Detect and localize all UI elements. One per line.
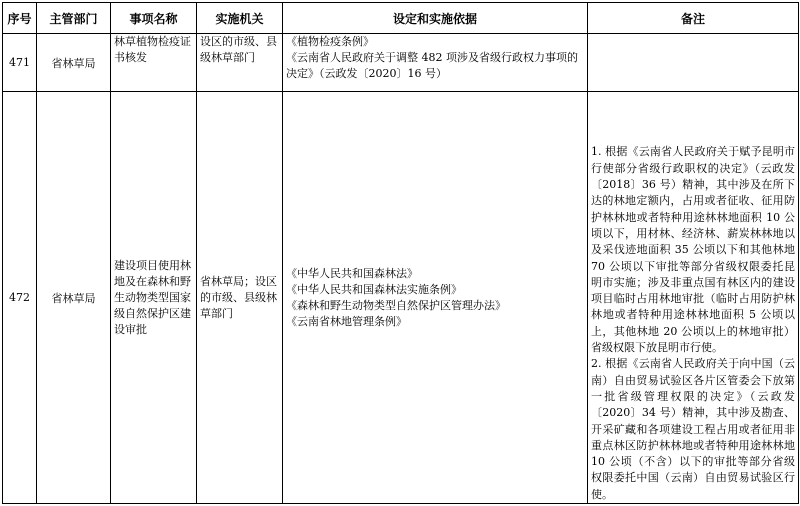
- header-remark: 备注: [588, 3, 799, 34]
- header-agency: 实施机关: [197, 3, 283, 34]
- item-cell: 林草植物检疫证书核发: [111, 34, 197, 92]
- item-cell: 建设项目使用林地及在森林和野生动物类型国家级自然保护区建设审批: [111, 92, 197, 504]
- header-item: 事项名称: [111, 3, 197, 34]
- agency-cell: 设区的市级、县级林草部门: [197, 34, 283, 92]
- dept-cell: 省林草局: [37, 92, 111, 504]
- dept-cell: 省林草局: [37, 34, 111, 92]
- seq-cell: 471: [3, 34, 37, 92]
- items-table: [2, 2, 799, 504]
- remark-cell: [588, 34, 799, 92]
- header-basis: 设定和实施依据: [283, 3, 588, 34]
- table-row: [3, 34, 799, 92]
- header-row: [3, 3, 799, 34]
- seq-cell: 472: [3, 92, 37, 504]
- basis-cell: 《中华人民共和国森林法》 《中华人民共和国森林法实施条例》 《森林和野生动物类型自然保护区管理办法》 《云南省林地管理条例》: [283, 92, 588, 504]
- agency-cell: 省林草局；设区的市级、县级林草部门: [197, 92, 283, 504]
- header-dept: 主管部门: [37, 3, 111, 34]
- remark-cell: 1. 根据《云南省人民政府关于赋予昆明市行使部分省级行政职权的决定》（云政发〔2018〕36 号）精神，其中涉及在所下达的林地定额内，占用或者征收、征用防护林林地或者特种用途林林地面积 10 公顷以下，用材林、经济林、薪炭林林地以及采伐迹地面积 35 公顷以下和其他林地 70 公顷以下审批等部分省级权限委托昆明市实施；涉及非重点国有林区内的建设项目临时占用林地审批（临时占用防护林林地或者特种用途林林地面积 5 公顷以上，其他林地 20 公顷以上的林地审批）省级权限下放昆明市行使。 2. 根据《云南省人民政府关于向中国（云南）自由贸易试验区各片区管委会下放第一批省级管理权限的决定》（云政发〔2020〕34 号）精神，其中涉及勘查、开采矿藏和各项建设工程占用或者征用非重点林区防护林林地或者特种用途林林地 10 公顷（不含）以下的审批等部分省级权限委托中国（云南）自由贸易试验区行使。: [588, 92, 799, 504]
- header-seq: 序号: [3, 3, 37, 34]
- basis-cell: 《植物检疫条例》 《云南省人民政府关于调整 482 项涉及省级行政权力事项的决定》（云政发〔2020〕16 号）: [283, 34, 588, 92]
- table-row: [3, 92, 799, 504]
